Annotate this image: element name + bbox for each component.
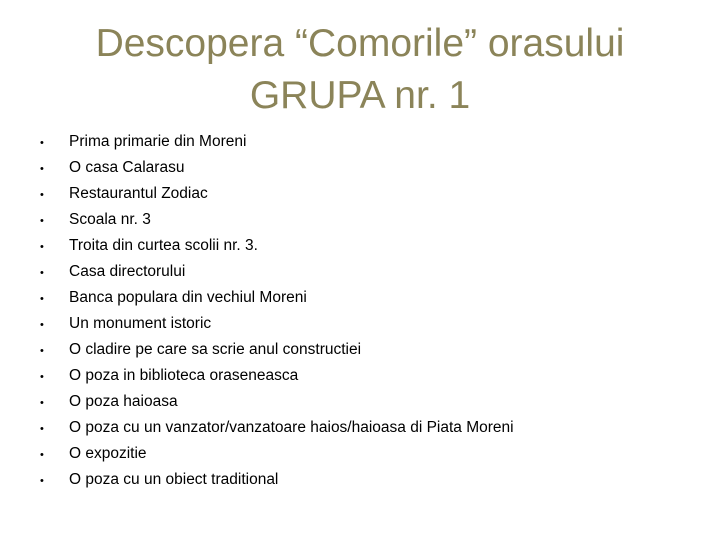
list-item (40, 207, 514, 233)
bullet-icon: • (40, 475, 44, 487)
bullet-icon: • (40, 215, 44, 227)
bullet-icon: • (40, 267, 44, 279)
bullet-icon: • (40, 319, 44, 331)
list-item (40, 441, 514, 467)
list-item-text: Un monument istoric (69, 315, 212, 332)
list-item-text: O cladire pe care sa scrie anul constructiei (69, 341, 362, 358)
list-item (40, 337, 514, 363)
list-item-text: Banca populara din vechiul Moreni (69, 289, 307, 306)
list-item-text: O poza haioasa (69, 393, 178, 410)
list-item (40, 311, 514, 337)
list-item (40, 259, 514, 285)
title-line-1: Descopera “Comorile” orasului (95, 22, 625, 65)
list-item (40, 233, 514, 259)
bullet-icon: • (40, 137, 44, 149)
list-item-text: Restaurantul Zodiac (69, 185, 208, 202)
list-item (40, 467, 514, 493)
list-item-text: O poza cu un obiect traditional (69, 471, 279, 488)
bullet-icon: • (40, 371, 44, 383)
list-item-text: Scoala nr. 3 (69, 211, 151, 228)
list-item-text: O casa Calarasu (69, 159, 185, 176)
bullet-icon: • (40, 397, 44, 409)
bullet-icon: • (40, 189, 44, 201)
list-item (40, 415, 514, 441)
list-item-text: Casa directorului (69, 263, 186, 280)
list-item (40, 181, 514, 207)
bullet-icon: • (40, 163, 44, 175)
list-item-text: O expozitie (69, 445, 147, 462)
list-item-text: Prima primarie din Moreni (69, 133, 247, 150)
title-line-2: GRUPA nr. 1 (249, 74, 471, 117)
list-item (40, 155, 514, 181)
list-item (40, 285, 514, 311)
bullet-icon: • (40, 241, 44, 253)
bullet-icon: • (40, 293, 44, 305)
list-item-text: Troita din curtea scolii nr. 3. (69, 237, 258, 254)
bullet-list (40, 129, 514, 493)
list-item (40, 363, 514, 389)
list-item-text: O poza cu un vanzator/vanzatoare haios/haioasa di Piata Moreni (69, 419, 514, 436)
list-item (40, 389, 514, 415)
slide-title (0, 18, 720, 122)
list-item-text: O poza in biblioteca oraseneasca (69, 367, 299, 384)
bullet-icon: • (40, 345, 44, 357)
bullet-icon: • (40, 423, 44, 435)
bullet-icon: • (40, 449, 44, 461)
list-item (40, 129, 514, 155)
